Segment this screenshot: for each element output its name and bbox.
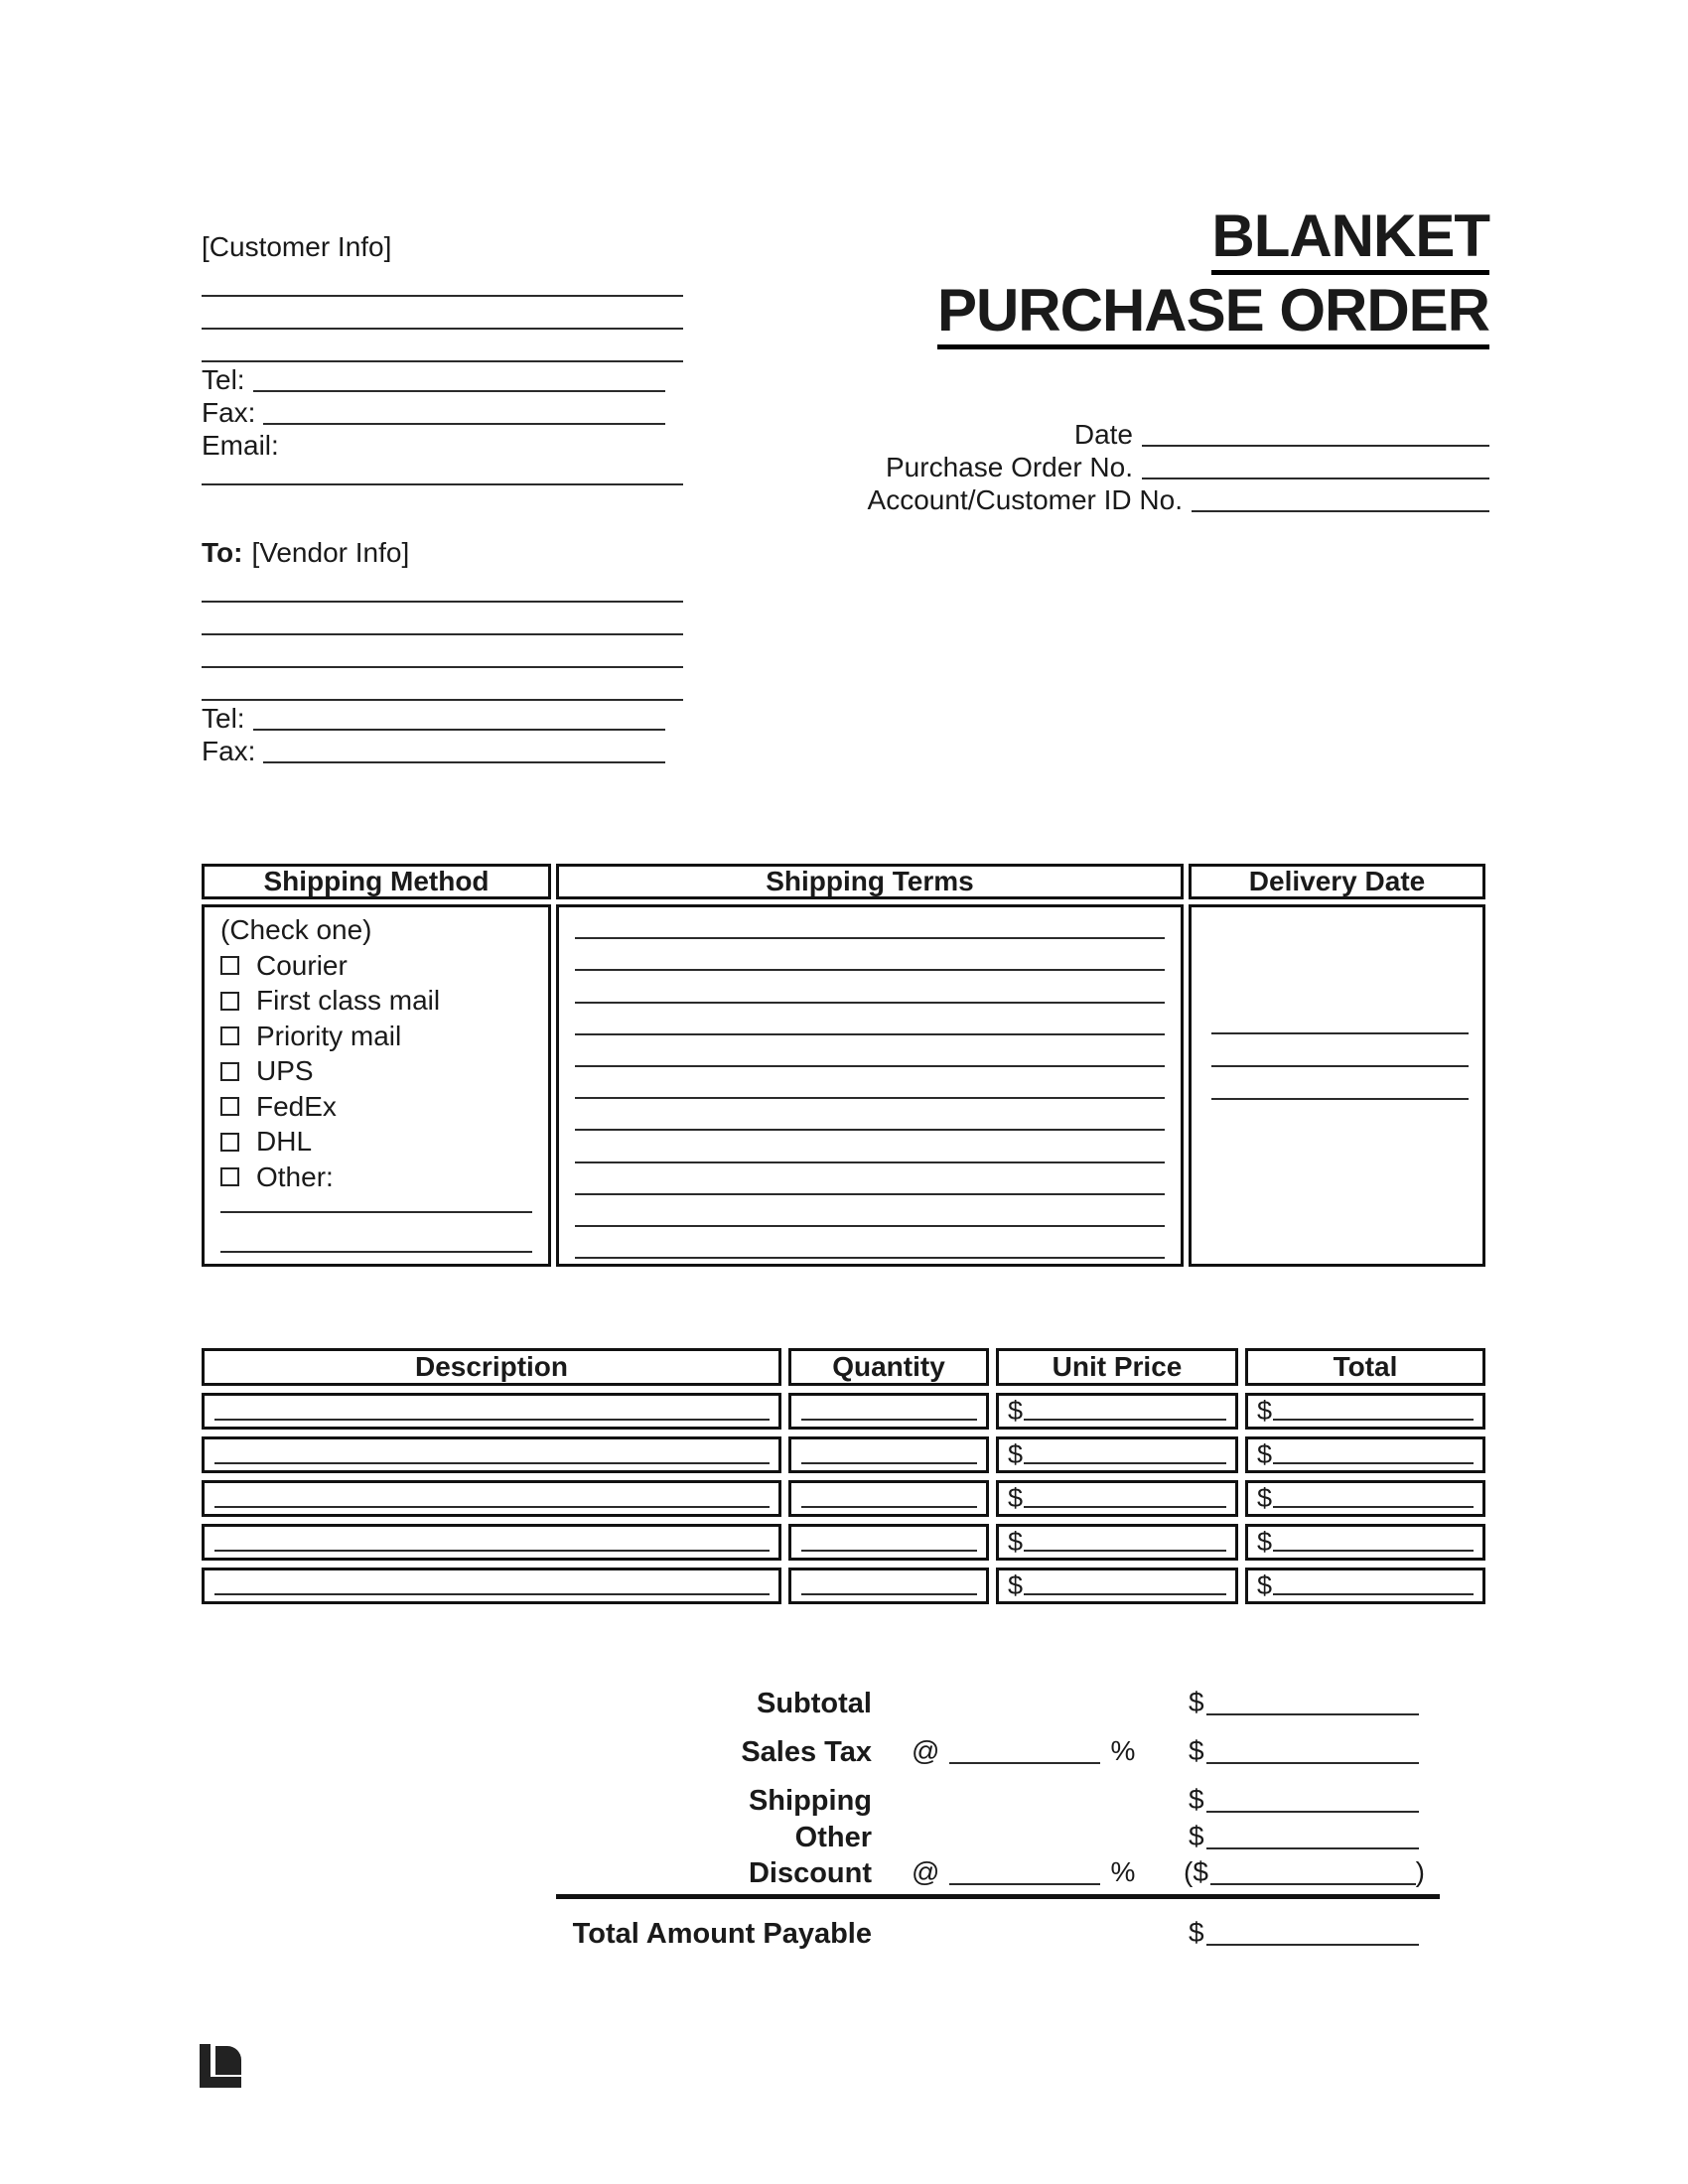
quantity-field[interactable] (801, 1593, 977, 1595)
shipping-terms-line-7[interactable] (575, 1099, 1165, 1131)
quantity-field[interactable] (801, 1550, 977, 1552)
vendor-fax-label: Fax: (202, 736, 256, 766)
method-option-fedex (220, 1089, 532, 1125)
dollar-sign: $ (1257, 1439, 1273, 1469)
customer-email-label: Email: (202, 430, 279, 461)
method-option-other (220, 1160, 532, 1195)
item-row-3-description (202, 1480, 781, 1517)
item-row-4-description (202, 1524, 781, 1561)
quantity-header: Quantity (788, 1348, 989, 1386)
title-line-1: BLANKET (1211, 210, 1489, 275)
description-header: Description (202, 1348, 781, 1386)
description-field[interactable] (214, 1550, 770, 1552)
at-sign: @ (912, 1735, 940, 1766)
checkbox-priority-mail[interactable] (220, 1026, 239, 1045)
dollar-sign: $ (1257, 1570, 1273, 1600)
total-field[interactable] (1273, 1462, 1474, 1464)
shipping-terms-line-2[interactable] (575, 939, 1165, 971)
po-number-label: Purchase Order No. (886, 452, 1133, 482)
item-row-1-description (202, 1393, 781, 1430)
checkbox-first-class-mail[interactable] (220, 992, 239, 1011)
other-method-field-2[interactable] (220, 1251, 532, 1253)
dollar-sign: $ (1189, 1735, 1204, 1766)
unit-price-field[interactable] (1024, 1506, 1226, 1508)
total-field[interactable] (1273, 1550, 1474, 1552)
sales-tax-row (397, 1733, 1485, 1767)
unit-price-field[interactable] (1024, 1593, 1226, 1595)
method-label: UPS (256, 1055, 314, 1087)
dollar-sign: $ (1257, 1483, 1273, 1513)
check-one-label: (Check one) (220, 913, 372, 945)
method-label: Priority mail (256, 1020, 402, 1051)
vendor-to-label: To: (202, 537, 243, 568)
delivery-date-line-3[interactable] (1211, 1098, 1469, 1100)
item-row-4-unit-price (996, 1524, 1238, 1561)
dollar-sign: $ (1008, 1483, 1024, 1513)
shipping-method-cell (202, 904, 551, 1267)
vendor-tel-label: Tel: (202, 703, 245, 734)
logo-foot (200, 2077, 241, 2088)
item-row-1-total (1245, 1393, 1485, 1430)
shipping-amount-field[interactable] (1206, 1811, 1419, 1813)
customer-tel-field[interactable] (253, 390, 665, 392)
checkbox-dhl[interactable] (220, 1133, 239, 1152)
items-table (202, 1348, 1485, 1604)
shipping-terms-line-3[interactable] (575, 971, 1165, 1003)
customer-address-line-1[interactable] (202, 264, 683, 297)
sales-tax-label: Sales Tax (741, 1736, 872, 1768)
vendor-address-line-4[interactable] (202, 668, 683, 701)
other-amount-field[interactable] (1206, 1847, 1419, 1849)
discount-row (397, 1854, 1485, 1888)
dollar-sign: $ (1008, 1439, 1024, 1469)
dollar-sign: $ (1189, 1821, 1204, 1851)
item-row-4-quantity (788, 1524, 989, 1561)
shipping-terms-line-5[interactable] (575, 1035, 1165, 1067)
customer-info-heading: [Customer Info] (202, 231, 392, 262)
shipping-terms-cell (556, 904, 1184, 1267)
total-header: Total (1245, 1348, 1485, 1386)
other-row (397, 1819, 1485, 1852)
shipping-terms-line-4[interactable] (575, 1004, 1165, 1035)
shipping-terms-header: Shipping Terms (556, 864, 1184, 899)
shipping-row (397, 1782, 1485, 1816)
item-row-3-unit-price (996, 1480, 1238, 1517)
shipping-terms-line-10[interactable] (575, 1195, 1165, 1227)
method-label: Other: (256, 1160, 334, 1192)
item-row-5-description (202, 1568, 781, 1604)
method-label: FedEx (256, 1090, 337, 1122)
item-row-5-unit-price (996, 1568, 1238, 1604)
document-title (844, 203, 1489, 349)
po-number-field[interactable] (1142, 478, 1489, 479)
vendor-tel-field[interactable] (253, 729, 665, 731)
quantity-field[interactable] (801, 1506, 977, 1508)
customer-tel-label: Tel: (202, 364, 245, 395)
dollar-sign: $ (1193, 1856, 1208, 1887)
description-field[interactable] (214, 1419, 770, 1421)
percent-sign: % (1110, 1856, 1136, 1887)
unit-price-header: Unit Price (996, 1348, 1238, 1386)
method-label: DHL (256, 1126, 313, 1158)
description-field[interactable] (214, 1506, 770, 1508)
description-field[interactable] (214, 1462, 770, 1464)
shipping-terms-line-6[interactable] (575, 1067, 1165, 1099)
item-row-2-unit-price (996, 1436, 1238, 1473)
unit-price-field[interactable] (1024, 1550, 1226, 1552)
shipping-terms-line-11[interactable] (575, 1227, 1165, 1259)
unit-price-field[interactable] (1024, 1462, 1226, 1464)
quantity-field[interactable] (801, 1419, 977, 1421)
delivery-date-line-1[interactable] (1211, 1032, 1469, 1034)
other-label: Other (794, 1822, 872, 1853)
vendor-address-line-2[interactable] (202, 603, 683, 635)
other-method-field-1[interactable] (220, 1211, 532, 1213)
subtotal-amount-field[interactable] (1206, 1713, 1419, 1715)
item-row-3-total (1245, 1480, 1485, 1517)
spacer (220, 1195, 532, 1212)
method-label: First class mail (256, 985, 441, 1017)
item-row-3-quantity (788, 1480, 989, 1517)
discount-label: Discount (748, 1857, 872, 1889)
total-amount-payable-field[interactable] (1206, 1944, 1419, 1946)
item-row-2-total (1245, 1436, 1485, 1473)
customer-fax-field[interactable] (263, 423, 665, 425)
dollar-sign: $ (1189, 1917, 1204, 1948)
shipping-terms-line-9[interactable] (575, 1163, 1165, 1195)
customer-email-field[interactable] (202, 461, 683, 485)
delivery-date-cell (1189, 904, 1485, 1267)
shipping-table (202, 864, 1485, 1267)
title-line-2: PURCHASE ORDER (937, 285, 1489, 349)
item-row-5-quantity (788, 1568, 989, 1604)
method-option-ups (220, 1054, 532, 1090)
close-paren: ) (1415, 1856, 1425, 1887)
legal-templates-logo-icon (200, 2044, 241, 2088)
discount-rate-field[interactable] (949, 1883, 1100, 1885)
delivery-date-line-2[interactable] (1211, 1065, 1469, 1067)
totals-divider (556, 1894, 1440, 1899)
shipping-terms-line-1[interactable] (575, 907, 1165, 939)
vendor-address-line-3[interactable] (202, 635, 683, 668)
sales-tax-rate-field[interactable] (949, 1762, 1100, 1764)
quantity-field[interactable] (801, 1462, 977, 1464)
dollar-sign: $ (1257, 1527, 1273, 1557)
checkbox-other[interactable] (220, 1167, 239, 1186)
total-amount-payable-label: Total Amount Payable (572, 1918, 872, 1950)
totals-section (397, 1685, 1485, 1949)
at-sign: @ (912, 1856, 940, 1887)
order-meta-section (844, 417, 1489, 515)
dollar-sign: $ (1008, 1570, 1024, 1600)
percent-sign: % (1110, 1735, 1136, 1766)
item-row-1-unit-price (996, 1393, 1238, 1430)
vendor-fax-field[interactable] (263, 761, 665, 763)
item-row-2-description (202, 1436, 781, 1473)
vendor-info-heading: [Vendor Info] (251, 537, 410, 568)
description-field[interactable] (214, 1593, 770, 1595)
dollar-sign: $ (1008, 1396, 1024, 1426)
method-option-first-class-mail (220, 984, 532, 1020)
vendor-address-line-1[interactable] (202, 570, 683, 603)
total-amount-payable-row (397, 1913, 1485, 1949)
item-row-1-quantity (788, 1393, 989, 1430)
customer-address-line-3[interactable] (202, 330, 683, 362)
date-label: Date (1073, 419, 1133, 450)
dollar-sign: $ (1008, 1527, 1024, 1557)
sales-tax-amount-field[interactable] (1206, 1762, 1419, 1764)
discount-amount-field[interactable] (1210, 1883, 1416, 1885)
total-field[interactable] (1273, 1593, 1474, 1595)
customer-fax-label: Fax: (202, 397, 256, 428)
subtotal-label: Subtotal (757, 1688, 872, 1719)
shipping-terms-line-8[interactable] (575, 1131, 1165, 1162)
dollar-sign: $ (1189, 1784, 1204, 1815)
account-id-field[interactable] (1192, 510, 1489, 512)
logo-block (215, 2046, 241, 2075)
dollar-sign: $ (1189, 1687, 1204, 1717)
total-field[interactable] (1273, 1506, 1474, 1508)
method-option-priority-mail (220, 1019, 532, 1054)
item-row-5-total (1245, 1568, 1485, 1604)
delivery-date-header: Delivery Date (1189, 864, 1485, 899)
shipping-label: Shipping (748, 1785, 872, 1817)
item-row-4-total (1245, 1524, 1485, 1561)
dollar-sign: $ (1257, 1396, 1273, 1426)
vendor-info-section (202, 536, 683, 766)
checkbox-ups[interactable] (220, 1062, 239, 1081)
date-field[interactable] (1142, 445, 1489, 447)
checkbox-courier[interactable] (220, 956, 239, 975)
customer-info-section (202, 230, 683, 485)
item-row-2-quantity (788, 1436, 989, 1473)
unit-price-field[interactable] (1024, 1419, 1226, 1421)
method-label: Courier (256, 949, 348, 981)
open-paren: ( (1184, 1856, 1194, 1887)
shipping-method-header: Shipping Method (202, 864, 551, 899)
subtotal-row (397, 1685, 1485, 1718)
method-option-dhl (220, 1125, 532, 1160)
customer-address-line-2[interactable] (202, 297, 683, 330)
method-option-courier (220, 948, 532, 984)
total-field[interactable] (1273, 1419, 1474, 1421)
account-id-label: Account/Customer ID No. (867, 484, 1183, 515)
checkbox-fedex[interactable] (220, 1097, 239, 1116)
